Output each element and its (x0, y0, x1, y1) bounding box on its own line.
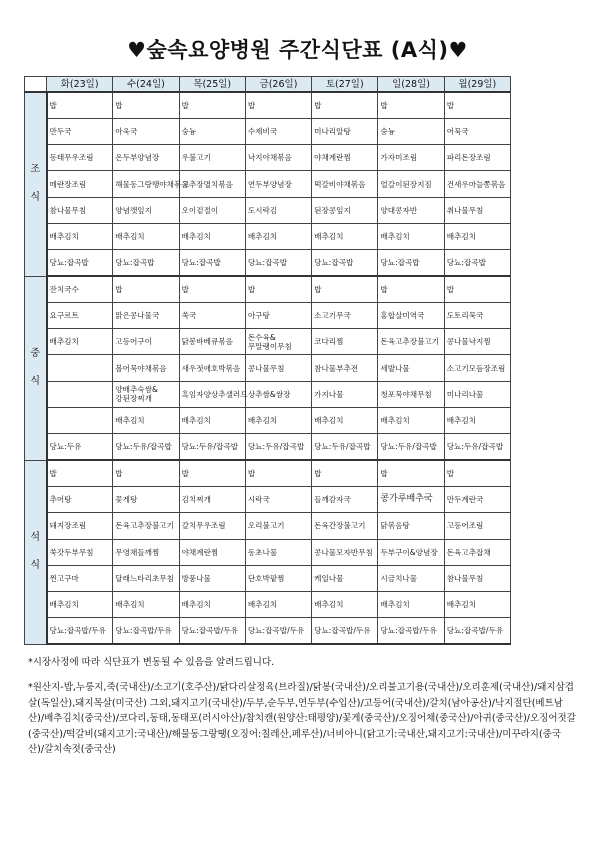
menu-row (25, 460, 511, 486)
menu-cell: 밥 (179, 460, 245, 486)
menu-cell: 당뇨:두유/잡곡밥 (113, 434, 179, 460)
menu-cell: 달래느타리초무침 (113, 565, 179, 591)
menu-cell: 시락국 (245, 486, 311, 512)
menu-cell: 밥 (312, 92, 378, 118)
menu-cell: 배추김치 (378, 408, 444, 434)
menu-cell: 도토리묵국 (444, 302, 510, 328)
menu-cell: 메란장조림 (47, 171, 113, 197)
menu-row (25, 276, 511, 302)
menu-cell: 당뇨:두유/잡곡밥 (378, 434, 444, 460)
menu-row (25, 302, 511, 328)
day-header: 목(25일) (179, 77, 245, 93)
menu-cell: 된장콩잎지 (312, 197, 378, 223)
menu-row (25, 486, 511, 512)
menu-cell: 찐고구마 (47, 565, 113, 591)
menu-cell: 밥 (245, 92, 311, 118)
menu-cell: 밥 (245, 276, 311, 302)
menu-cell: 밥 (113, 92, 179, 118)
menu-cell: 밥 (47, 460, 113, 486)
menu-cell: 추어탕 (47, 486, 113, 512)
menu-row (25, 408, 511, 434)
menu-row (25, 381, 511, 407)
menu-cell: 잔치국수 (47, 276, 113, 302)
menu-cell: 배추김치 (47, 329, 113, 355)
menu-cell: 수제비국 (245, 118, 311, 144)
header-corner (25, 77, 47, 93)
menu-cell: 배추김치 (444, 223, 510, 249)
menu-cell: 당뇨:두유/잡곡밥 (312, 434, 378, 460)
menu-body (25, 92, 511, 644)
menu-cell: 당뇨:잡곡밥 (312, 250, 378, 276)
menu-cell: 밥 (312, 276, 378, 302)
menu-cell: 쑥국 (179, 302, 245, 328)
menu-row (25, 592, 511, 618)
day-header: 토(27일) (312, 77, 378, 93)
menu-cell (47, 408, 113, 434)
menu-cell: 흑임자양상추샐러드 (179, 381, 245, 407)
menu-cell: 케일나물 (312, 565, 378, 591)
menu-cell: 배추김치 (312, 592, 378, 618)
menu-cell: 밥 (179, 92, 245, 118)
menu-row (25, 92, 511, 118)
menu-row (25, 197, 511, 223)
menu-cell: 밥 (47, 92, 113, 118)
menu-cell: 상추쌈&쌈장 (245, 381, 311, 407)
menu-cell: 들깨감자국 (312, 486, 378, 512)
menu-cell: 당뇨:두유 (47, 434, 113, 460)
menu-cell: 당뇨:잡곡밥/두유 (179, 618, 245, 644)
menu-row (25, 539, 511, 565)
menu-cell: 밥 (245, 460, 311, 486)
menu-cell: 돈육고추잡채 (444, 539, 510, 565)
menu-row (25, 118, 511, 144)
menu-cell: 고등어조림 (444, 513, 510, 539)
meal-label-text: 석 식 (30, 532, 41, 572)
menu-cell: 우불고기 (179, 145, 245, 171)
day-header: 일(28일) (378, 77, 444, 93)
menu-row (25, 434, 511, 460)
menu-cell: 배추김치 (245, 408, 311, 434)
menu-cell: 밥 (312, 460, 378, 486)
menu-cell: 청포묵야채무침 (378, 381, 444, 407)
menu-cell: 소고기모듬장조림 (444, 355, 510, 381)
menu-cell: 무영채들깨찜 (113, 539, 179, 565)
meal-label-text: 중 식 (30, 348, 41, 388)
menu-cell: 당뇨:잡곡밥/두유 (47, 618, 113, 644)
menu-cell: 배추김치 (113, 408, 179, 434)
menu-cell: 배추김치 (113, 223, 179, 249)
menu-cell: 볼어묵야채볶음 (113, 355, 179, 381)
menu-cell: 양배추숙쌈&강된장찌개 (113, 381, 179, 407)
menu-cell: 방풍나물 (179, 565, 245, 591)
menu-cell (47, 381, 113, 407)
menu-cell: 당뇨:잡곡밥/두유 (245, 618, 311, 644)
menu-cell: 배추김치 (245, 223, 311, 249)
menu-cell: 꽃게탕 (113, 486, 179, 512)
menu-cell: 낙지야채볶음 (245, 145, 311, 171)
menu-cell: 밥 (444, 460, 510, 486)
menu-cell: 배추김치 (245, 592, 311, 618)
menu-cell: 야채계란찜 (312, 145, 378, 171)
menu-cell: 고추장멸치볶음 (179, 171, 245, 197)
menu-cell: 요구르트 (47, 302, 113, 328)
menu-cell: 돈육간장불고기 (312, 513, 378, 539)
menu-cell: 당뇨:잡곡밥/두유 (113, 618, 179, 644)
menu-row (25, 329, 511, 355)
menu-cell: 배추김치 (444, 592, 510, 618)
menu-cell: 건새우마늘쫑볶음 (444, 171, 510, 197)
menu-cell: 세발나물 (378, 355, 444, 381)
menu-cell: 돈수육&무말랭이무침 (245, 329, 311, 355)
menu-cell: 배추김치 (179, 592, 245, 618)
menu-row (25, 250, 511, 276)
menu-cell: 돈육고추장불고기 (378, 329, 444, 355)
day-header: 월(29일) (444, 77, 510, 93)
menu-cell: 돼지장조림 (47, 513, 113, 539)
menu-cell: 참나물무침 (47, 197, 113, 223)
menu-cell: 밥 (113, 460, 179, 486)
menu-cell: 맑은콩나물국 (113, 302, 179, 328)
menu-cell: 숭늉 (179, 118, 245, 144)
menu-cell: 얼갈이된장지짐 (378, 171, 444, 197)
menu-cell: 콩나물낙지찜 (444, 329, 510, 355)
notice-text: *시장사정에 따라 식단표가 변동될 수 있음을 알려드립니다. (28, 657, 275, 668)
menu-cell: 만두계란국 (444, 486, 510, 512)
notes (28, 656, 576, 758)
menu-row (25, 355, 511, 381)
menu-cell: 쑥갓두부무침 (47, 539, 113, 565)
menu-cell: 닭볶음탕 (378, 513, 444, 539)
menu-cell: 당뇨:잡곡밥/두유 (378, 618, 444, 644)
menu-cell: 가자미조림 (378, 145, 444, 171)
page-title: ♥숲속요양병원 주간식단표 (A식)♥ (127, 38, 468, 62)
menu-row (25, 618, 511, 644)
menu-cell: 배추김치 (444, 408, 510, 434)
menu-cell: 배추김치 (47, 592, 113, 618)
meal-label (25, 276, 47, 460)
menu-cell: 단호박팥찜 (245, 565, 311, 591)
menu-cell: 고등어구이 (113, 329, 179, 355)
menu-cell: 오이겉절이 (179, 197, 245, 223)
menu-cell: 미나리알탕 (312, 118, 378, 144)
origin-text: *원산지-밥,누룽지,죽(국내산)/소고기(호주산)/닭다리살정육(브라질)/닭봉(국내산)/오리불고기용(국내산)/오리훈제(국내산)/돼지삼겹살(독일산),돼지목살(미국산) 그외,돼지고기(국내산)/두부,순두부,연두부(수입산)/고등어(국내산)/갈치(남아공산)/낙지절단(베트남산)/배추김치(중국산)/코다리,동태,동태포(러시아산)/참치캔(원양산:태평양)/꽃게(중국산)/오징어채(중국산)/아귀(중국산)/오징어젓갈(중국산)/떡갈비(돼지고기:국내산)/해물동그랑땡(오징어:칠레산,페루산)/너비아니(닭고기:국내산,돼지고기:국내산)/미꾸라지(중국산)/갈치속젓(중국산) (28, 682, 576, 755)
menu-cell: 두부구이&양념장 (378, 539, 444, 565)
menu-cell (47, 355, 113, 381)
menu-cell: 당뇨:잡곡밥 (179, 250, 245, 276)
menu-cell: 코다리찜 (312, 329, 378, 355)
menu-cell: 돈육고추장불고기 (113, 513, 179, 539)
menu-cell: 밥 (444, 92, 510, 118)
menu-cell: 도시락김 (245, 197, 311, 223)
menu-row (25, 145, 511, 171)
menu-cell: 숭늉 (378, 118, 444, 144)
menu-cell: 배추김치 (312, 223, 378, 249)
menu-cell: 밥 (378, 460, 444, 486)
menu-row (25, 223, 511, 249)
menu-cell: 연두부양념장 (245, 171, 311, 197)
menu-cell: 참나물무침 (444, 565, 510, 591)
menu-row (25, 565, 511, 591)
menu-row (25, 513, 511, 539)
menu-cell: 홍합살미역국 (378, 302, 444, 328)
meal-label (25, 460, 47, 644)
meal-label (25, 92, 47, 276)
menu-cell: 동초나물 (245, 539, 311, 565)
menu-cell: 배추김치 (179, 408, 245, 434)
menu-cell: 당뇨:잡곡밥 (245, 250, 311, 276)
menu-cell: 당뇨:잡곡밥 (113, 250, 179, 276)
day-header-row (25, 77, 511, 93)
menu-cell: 취나물무침 (444, 197, 510, 223)
menu-cell: 어묵국 (444, 118, 510, 144)
menu-cell: 온두부양념장 (113, 145, 179, 171)
menu-cell: 배추김치 (179, 223, 245, 249)
menu-cell: 당뇨:잡곡밥/두유 (312, 618, 378, 644)
menu-cell: 파리돈장조림 (444, 145, 510, 171)
day-header: 수(24일) (113, 77, 179, 93)
menu-cell: 닭봉바베큐볶음 (179, 329, 245, 355)
menu-cell: 밥 (444, 276, 510, 302)
menu-cell: 콩나물모자반무침 (312, 539, 378, 565)
menu-cell: 떡갈비야채볶음 (312, 171, 378, 197)
menu-cell: 당뇨:잡곡밥 (47, 250, 113, 276)
menu-cell: 당뇨:두유/잡곡밥 (444, 434, 510, 460)
menu-cell: 동태무우조림 (47, 145, 113, 171)
menu-cell: 콩가루배추국 (378, 486, 444, 512)
menu-cell: 참나물부추전 (312, 355, 378, 381)
menu-cell: 배추김치 (378, 223, 444, 249)
menu-cell: 소고기무국 (312, 302, 378, 328)
menu-cell: 아욱국 (113, 118, 179, 144)
menu-cell: 야채계란찜 (179, 539, 245, 565)
menu-cell: 밥 (179, 276, 245, 302)
menu-cell: 새우젓애호박볶음 (179, 355, 245, 381)
meal-label-text: 조 식 (30, 164, 41, 204)
menu-cell: 당뇨:잡곡밥 (378, 250, 444, 276)
menu-cell: 밥 (378, 92, 444, 118)
menu-cell: 당뇨:두유/잡곡밥 (179, 434, 245, 460)
menu-cell: 배추김치 (378, 592, 444, 618)
menu-cell: 미나리나물 (444, 381, 510, 407)
menu-cell: 배추김치 (312, 408, 378, 434)
menu-cell: 배추김치 (47, 223, 113, 249)
menu-cell: 배추김치 (113, 592, 179, 618)
menu-cell: 오리불고기 (245, 513, 311, 539)
day-header: 화(23일) (47, 77, 113, 93)
menu-cell: 당뇨:두유/잡곡밥 (245, 434, 311, 460)
menu-cell: 밥 (113, 276, 179, 302)
menu-cell: 당뇨:잡곡밥 (444, 250, 510, 276)
menu-cell: 당뇨:잡곡밥/두유 (444, 618, 510, 644)
menu-cell: 만두국 (47, 118, 113, 144)
menu-cell: 밥 (378, 276, 444, 302)
menu-cell: 해물동그랑땡야채볶음 (113, 171, 179, 197)
day-header: 금(26일) (245, 77, 311, 93)
menu-cell: 갈치무우조림 (179, 513, 245, 539)
menu-cell: 김치찌개 (179, 486, 245, 512)
menu-cell: 양념깻잎지 (113, 197, 179, 223)
menu-cell: 콩나물무침 (245, 355, 311, 381)
menu-cell: 가지나물 (312, 381, 378, 407)
menu-row (25, 171, 511, 197)
menu-cell: 시금치나물 (378, 565, 444, 591)
menu-cell: 양대콩자반 (378, 197, 444, 223)
weekly-menu-table (24, 76, 511, 645)
menu-cell: 아구탕 (245, 302, 311, 328)
